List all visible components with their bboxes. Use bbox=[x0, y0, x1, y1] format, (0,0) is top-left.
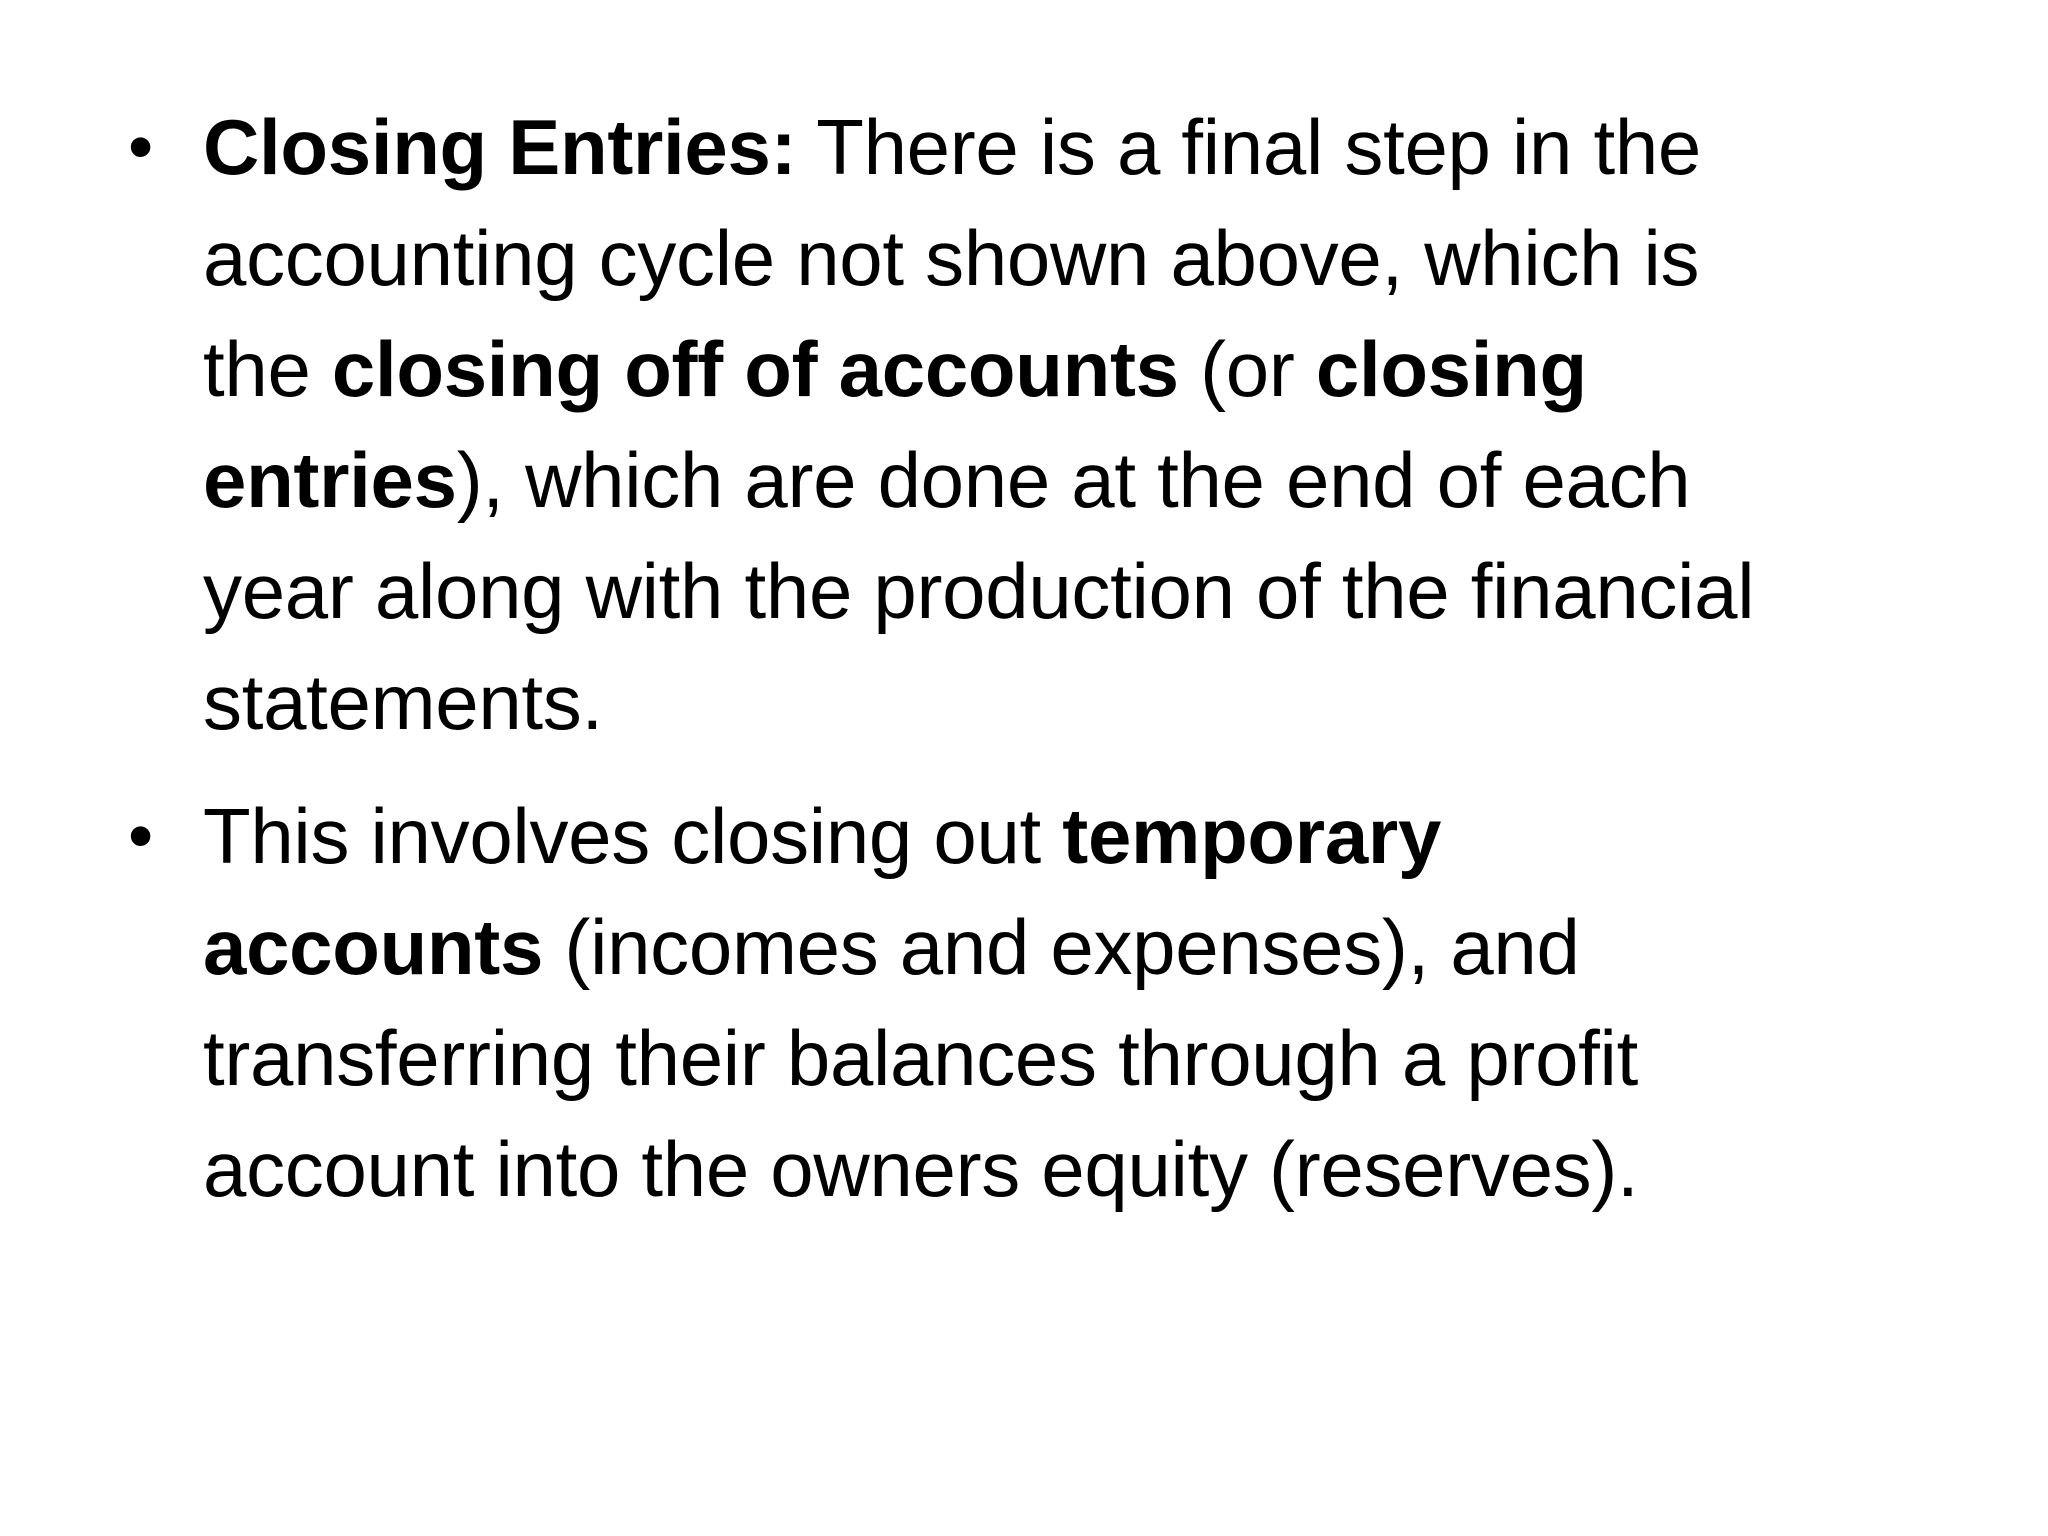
text-line bbox=[203, 892, 1970, 1003]
text-line: transferring their balances through a profit bbox=[203, 1014, 1638, 1102]
text-line: statements. bbox=[203, 658, 603, 746]
text-line: account into the owners equity (reserves). bbox=[203, 1125, 1639, 1213]
bullet-item-closing-entries bbox=[120, 92, 1970, 758]
bold-term: accounts bbox=[203, 903, 544, 991]
bold-term: entries bbox=[203, 436, 457, 524]
bold-term: closing bbox=[1315, 325, 1587, 413]
bold-term: Closing Entries: bbox=[203, 103, 797, 191]
text-line bbox=[203, 425, 1970, 536]
body-text: There is a final step in the bbox=[796, 103, 1701, 191]
bold-term: closing off of accounts bbox=[331, 325, 1179, 413]
text-line: year along with the production of the financial bbox=[203, 547, 1755, 635]
text-line bbox=[203, 314, 1970, 425]
bullet-item-temporary-accounts bbox=[120, 781, 1970, 1225]
text-line bbox=[203, 781, 1970, 892]
body-text: (incomes and expenses), and bbox=[543, 903, 1580, 991]
bullet-list bbox=[120, 92, 1970, 1225]
body-text: ), which are done at the end of each bbox=[456, 436, 1691, 524]
body-text: This involves closing out bbox=[203, 792, 1063, 880]
bold-term: temporary bbox=[1062, 792, 1442, 880]
text-line bbox=[203, 92, 1970, 203]
text-line: accounting cycle not shown above, which is bbox=[203, 214, 1700, 302]
bullet-dot-icon: • bbox=[128, 107, 153, 187]
body-text: the bbox=[203, 325, 332, 413]
bullet-dot-icon: • bbox=[128, 796, 153, 876]
body-text: (or bbox=[1178, 325, 1316, 413]
